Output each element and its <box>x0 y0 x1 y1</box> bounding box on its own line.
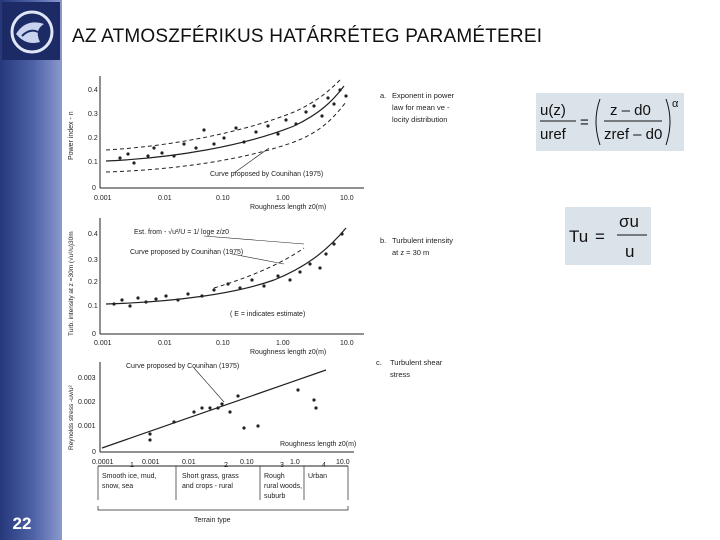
panel-a-ytick: 0.4 <box>88 87 98 94</box>
panel-b-ytick: 0.1 <box>88 303 98 310</box>
formula2-denominator: u <box>625 242 635 261</box>
terrain-number: 1 <box>130 462 134 469</box>
panel-a-ytick: 0.1 <box>88 159 98 166</box>
panel-a-dashed-upper <box>106 80 340 150</box>
formula1-lhs-numerator: u(z) <box>540 102 566 119</box>
panel-a-caption-line: law for mean ve - <box>392 103 450 112</box>
panel-b <box>67 218 453 356</box>
panel-a-xtick: 0.001 <box>94 195 112 202</box>
panel-a-xtick: 0.10 <box>216 195 230 202</box>
panel-a-caption-line: Exponent in power <box>392 91 455 100</box>
terrain-number: 4 <box>322 462 326 469</box>
panel-b-curve <box>106 228 346 304</box>
panel-c-points <box>148 388 317 441</box>
panel-a-xtick: 1.00 <box>276 195 290 202</box>
terrain-scale <box>92 459 350 524</box>
panel-a <box>68 76 455 211</box>
terrain-category: Smooth ice, mud, <box>102 473 157 480</box>
terrain-xtick: 0.10 <box>240 459 254 466</box>
terrain-number: 3 <box>280 462 284 469</box>
formula1-exponent: α <box>672 98 679 110</box>
panel-a-xtick: 10.0 <box>340 195 354 202</box>
panel-a-xlabel: Roughness length z0(m) <box>250 204 327 211</box>
terrain-category: suburb <box>264 493 286 500</box>
formula1-equals: = <box>580 114 589 131</box>
slide-title: AZ ATMOSZFÉRIKUS HATÁRRÉTEG PARAMÉTEREI <box>72 26 543 47</box>
formula2-numerator: σu <box>619 212 639 231</box>
panel-b-ytick: 0.4 <box>88 231 98 238</box>
panel-b-estimate-note: ( E = indicates estimate) <box>230 311 306 318</box>
panel-c-caption-letter: c. <box>376 358 382 367</box>
panel-c-caption-line: Turbulent shear <box>390 358 443 367</box>
panel-c-ytick: 0.002 <box>78 399 96 406</box>
terrain-xtick: 10.0 <box>336 459 350 466</box>
formula1-lhs-denominator: uref <box>540 126 566 143</box>
institution-logo <box>2 2 60 60</box>
power-law-formula <box>536 93 684 151</box>
panel-b-points <box>112 232 343 307</box>
terrain-category: Rough <box>264 473 285 480</box>
formula2-lhs: Tu <box>569 227 589 246</box>
turbulence-intensity-formula <box>565 207 651 265</box>
panel-c-ytick: 0.001 <box>78 423 96 430</box>
formula1-rhs-numerator: z – d0 <box>610 102 651 119</box>
panel-b-caption-line: Turbulent intensity <box>392 236 454 245</box>
sidebar-band <box>0 0 62 540</box>
terrain-category: snow, sea <box>102 483 134 490</box>
terrain-category: rural woods, <box>264 483 303 490</box>
panel-a-ytick: 0.2 <box>88 135 98 142</box>
terrain-axis-title: Terrain type <box>194 517 231 524</box>
terrain-category: Short grass, grass <box>182 473 239 480</box>
terrain-category: Urban <box>308 473 328 480</box>
panel-c-xlabel: Roughness length z0(m) <box>280 441 357 448</box>
scanned-figure <box>64 68 492 534</box>
panel-b-ytick: 0.3 <box>88 257 98 264</box>
formula2-equals: = <box>595 227 605 246</box>
panel-a-caption-letter: a. <box>380 91 387 100</box>
panel-a-ytick: 0.3 <box>88 111 98 118</box>
panel-b-ylabel: Turb. intensity at z =30m (√u²/u)30m <box>68 231 75 336</box>
terrain-xtick: 0.0001 <box>92 459 114 466</box>
panel-b-est-label: Est. from - √u²/U = 1/ loge z/z0 <box>134 229 230 236</box>
panel-a-dashed-lower <box>106 102 346 172</box>
panel-b-caption-line: at z = 30 m <box>392 248 430 257</box>
panel-c-ytick: 0 <box>92 449 96 456</box>
terrain-xtick: 0.001 <box>142 459 160 466</box>
panel-c-curve-label: Curve proposed by Counihan (1975) <box>126 363 240 370</box>
terrain-xtick: 1.0 <box>290 459 300 466</box>
panel-b-ytick: 0 <box>92 331 96 338</box>
panel-c-ytick: 0.003 <box>78 375 96 382</box>
panel-a-curve <box>106 86 344 161</box>
panel-b-xtick: 0.001 <box>94 340 112 347</box>
panel-c <box>68 358 443 456</box>
panel-b-caption-letter: b. <box>380 236 387 245</box>
panel-b-xlabel: Roughness length z0(m) <box>250 349 327 356</box>
terrain-xtick: 0.01 <box>182 459 196 466</box>
panel-a-xtick: 0.01 <box>158 195 172 202</box>
panel-a-caption-line: locity distribution <box>392 115 448 124</box>
panel-b-curve-label: Curve proposed by Counihan (1975) <box>130 249 244 256</box>
panel-c-curve <box>102 370 326 448</box>
terrain-number: 2 <box>224 462 228 469</box>
panel-a-ylabel: Power index - n <box>68 111 75 160</box>
panel-c-ylabel: Reynolds stress -uv/u² <box>68 385 75 450</box>
slide-number: 22 <box>12 514 32 533</box>
panel-b-ytick: 0.2 <box>88 279 98 286</box>
panel-b-xtick: 0.10 <box>216 340 230 347</box>
panel-b-xtick: 10.0 <box>340 340 354 347</box>
terrain-category: and crops - rural <box>182 483 233 490</box>
panel-a-points <box>118 88 347 164</box>
panel-a-ytick: 0 <box>92 185 96 192</box>
panel-c-caption-line: stress <box>390 370 411 379</box>
panel-b-xtick: 1.00 <box>276 340 290 347</box>
panel-b-xtick: 0.01 <box>158 340 172 347</box>
formula1-rhs-denominator: zref – d0 <box>604 126 663 143</box>
panel-a-curve-label: Curve proposed by Counihan (1975) <box>210 171 324 178</box>
